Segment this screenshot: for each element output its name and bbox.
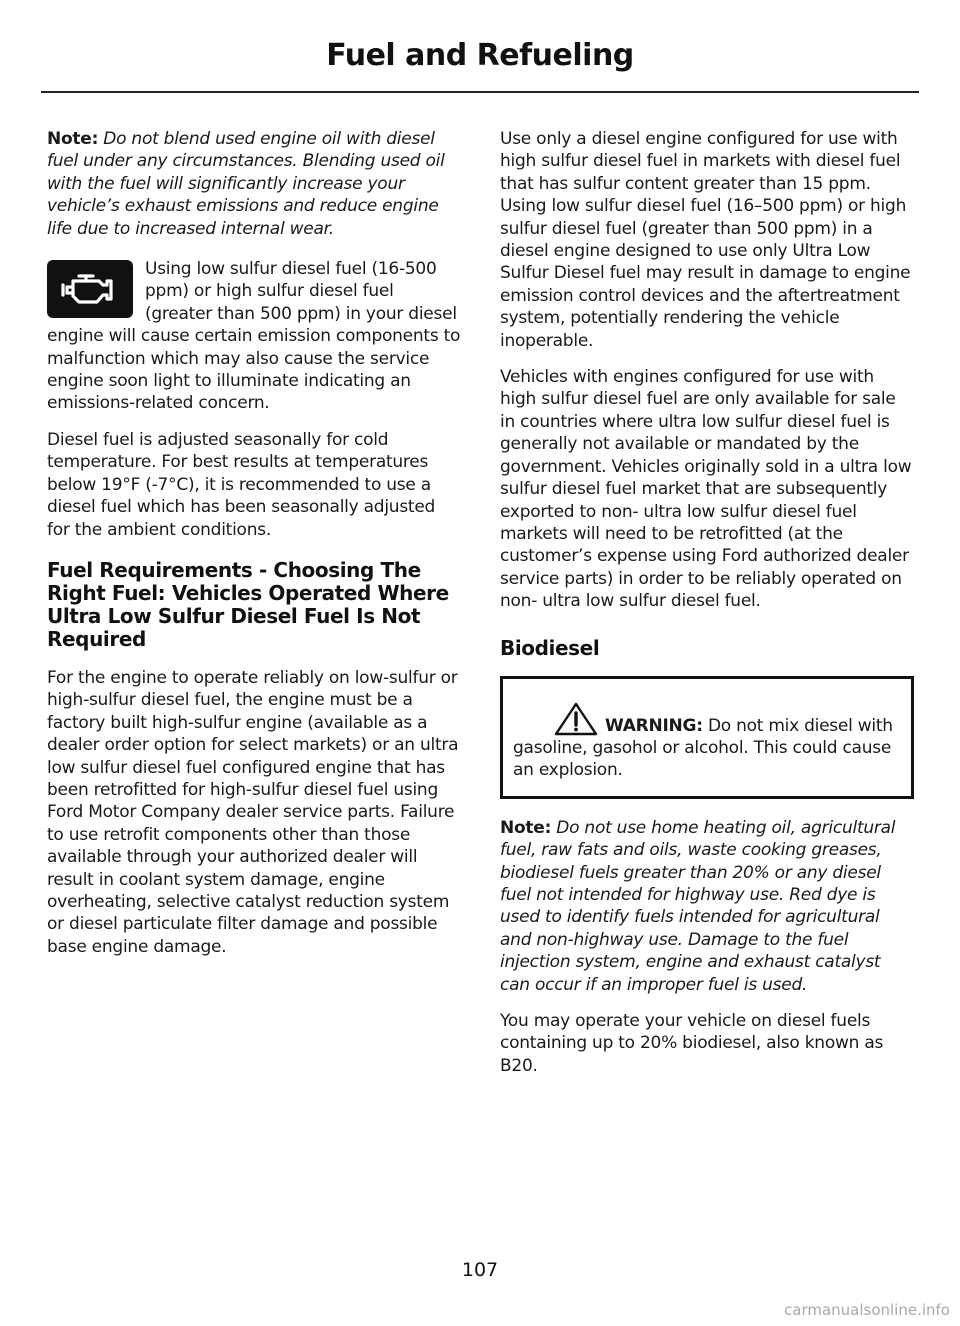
note-text: Do not blend used engine oil with diesel fuel under any circumstances. Blending used oil with the fuel will significantly increase your vehicle’s exhaust emissions and reduce engine life due to increased internal wear. — [47, 129, 445, 239]
high-sulfur-engine-paragraph: Use only a diesel engine configured for use with high sulfur diesel fuel in markets with diesel fuel that has sulfur content greater than 15 ppm. Using low sulfur diesel fuel (16–500 ppm) or high sulfur diesel fuel (greater than 500 ppm) in a diesel engine designed to use only Ultra Low Sulfur Diesel fuel may result in damage to engine emission control devices and the aftertreatment system, potentially rendering the vehicle inoperable. — [500, 129, 911, 351]
watermark: carmanualsonline.info — [784, 1301, 950, 1319]
seasonal-fuel-paragraph: Diesel fuel is adjusted seasonally for cold temperature. For best results at temperatures below 19°F (-7°C), it is recommended to use a diesel fuel which has been seasonally adjusted for the ambient conditions. — [47, 429, 436, 540]
section-heading-fuel-requirements: Fuel Requirements - Choosing The Right Fuel: Vehicles Operated Where Ultra Low Sulfur Diesel Fuel Is Not Required — [47, 557, 449, 651]
export-retrofit-paragraph: Vehicles with engines configured for use with high sulfur diesel fuel are only available for sale in countries where ultra low sulfur diesel fuel is generally not available or mandated by the government. Vehicles originally sold in a ultra low sulfur diesel fuel market that are subsequently exported to non- ultra low sulfur diesel fuel markets will need to be retrofitted (at the customer’s expense using Ford authorized dealer service parts) in order to be reliably operated on non- ultra low sulfur diesel fuel. — [500, 367, 912, 612]
section-heading-biodiesel: Biodiesel — [500, 635, 600, 660]
warning-label: WARNING: — [605, 715, 703, 736]
page-number: 107 — [461, 1259, 499, 1281]
biodiesel-b20-paragraph: You may operate your vehicle on diesel fuels containing up to 20% biodiesel, also known as B20. — [500, 1011, 884, 1076]
note-label: Note: — [500, 817, 552, 838]
note-improper-fuel — [500, 817, 914, 996]
engine-operation-paragraph: For the engine to operate reliably on low-sulfur or high-sulfur diesel fuel, the engine must be a factory built high-sulfur engine (available as a dealer order option for select markets) or an ultra low sulfur diesel fuel configured engine that has been retrofitted for high-sulfur diesel fuel using Ford Motor Company dealer service parts. Failure to use retrofit components other than those available through your authorized dealer will result in coolant system damage, engine overheating, selective catalyst reduction system or diesel particulate filter damage and possible base engine damage. — [47, 667, 459, 957]
header-divider — [41, 91, 919, 93]
right-column — [500, 128, 914, 1091]
warning-text: Do not mix diesel with gasoline, gasohol or alcohol. This could cause an explosion. — [513, 715, 893, 781]
page-title: Fuel and Refueling — [326, 38, 634, 73]
note-text: Do not use home heating oil, agricultural fuel, raw fats and oils, waste cooking greases, biodiesel fuels greater than 20% or any diesel fuel not intended for highway use. Red dye is used to identify fuels intended for agricultural and non-highway use. Damage to the fuel injection system, engine and exhaust catalyst can occur if an improper fuel is used. — [500, 817, 896, 995]
service-engine-paragraph — [47, 258, 461, 415]
note-label: Note: — [47, 129, 99, 149]
warning-triangle-icon — [553, 701, 599, 737]
warning-box — [500, 676, 914, 799]
note-engine-oil — [47, 128, 461, 240]
check-engine-icon — [47, 260, 133, 318]
left-column — [47, 128, 461, 972]
service-engine-text: Using low sulfur diesel fuel (16-500 ppm) or high sulfur diesel fuel (greater than 500 ppm) in your diesel engine will cause certain emission components to malfunction which may also cause the service engine soon light to illuminate indicating an emissions-related concern. — [47, 259, 461, 414]
